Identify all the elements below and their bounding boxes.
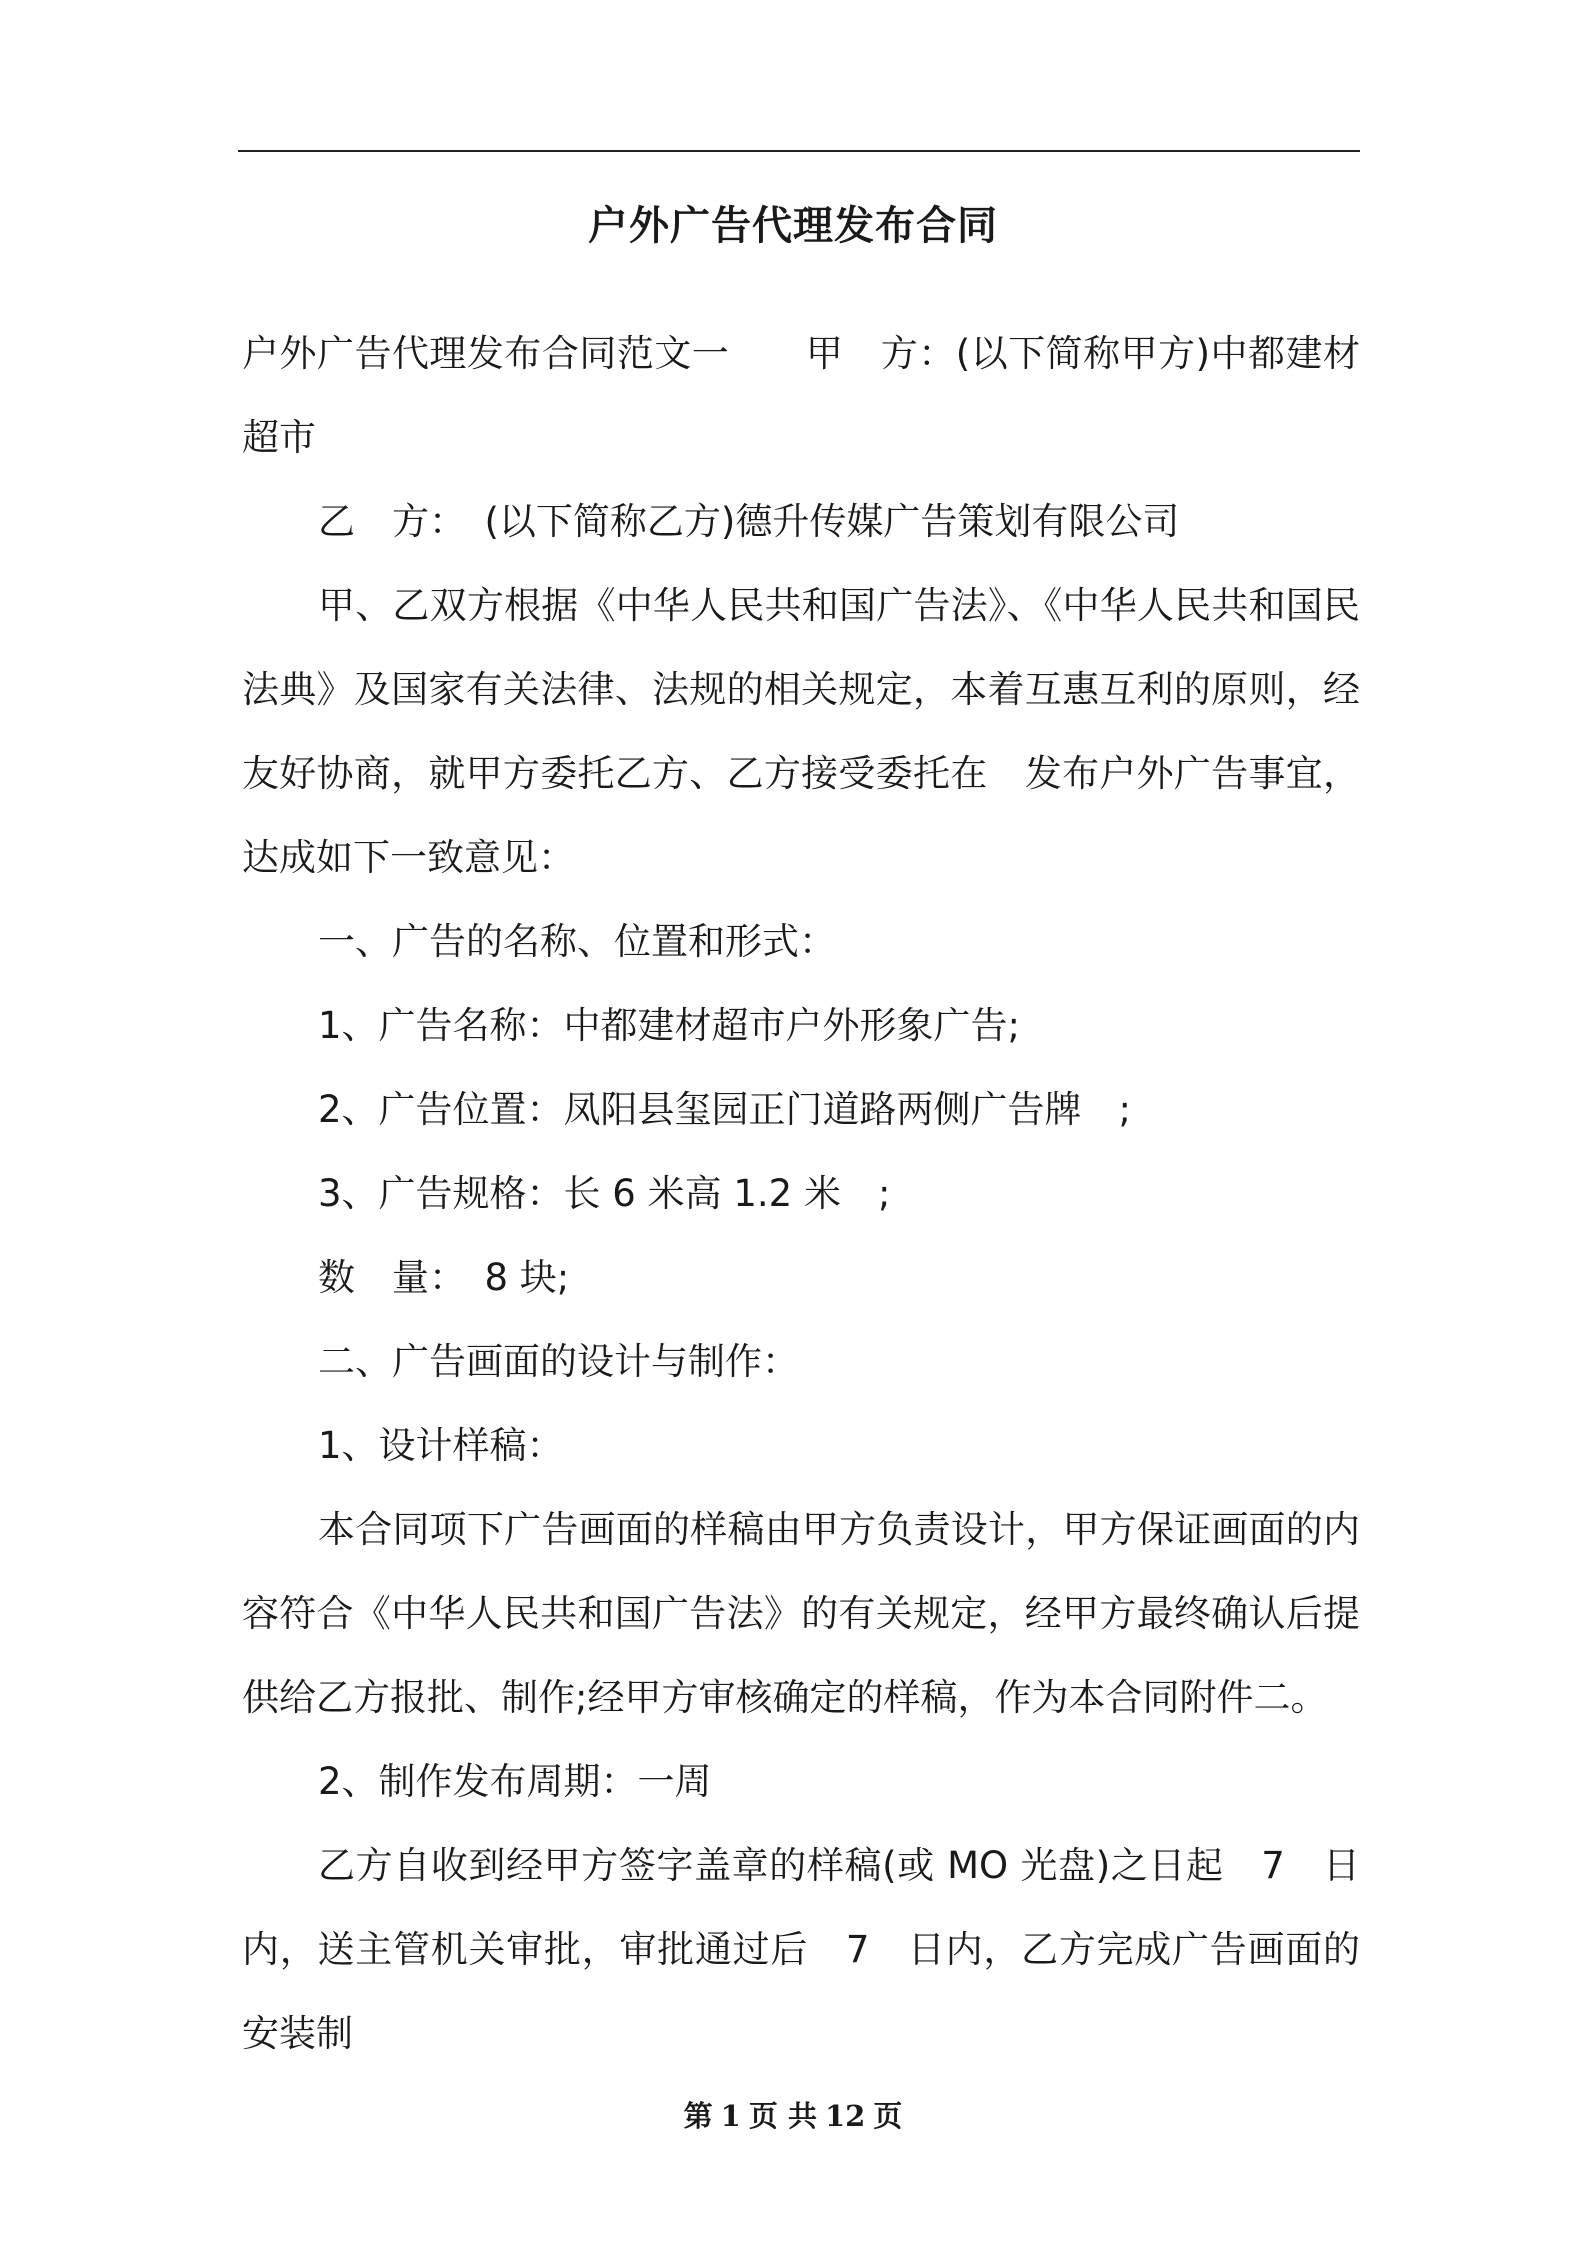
section-heading: 二、广告画面的设计与制作： xyxy=(318,1340,799,1383)
document-body xyxy=(242,312,1360,2076)
footer-mid: 页 共 xyxy=(748,2099,817,2133)
page-footer xyxy=(0,2096,1586,2136)
section-heading: 一、广告的名称、位置和形式： xyxy=(318,920,836,963)
footer-page-number: 1 xyxy=(720,2099,741,2133)
paragraph: 甲、乙双方根据《中华人民共和国广告法》、《中华人民共和国民法典》及国家有关法律、法规的相关规定，本着互惠互利的原则，经友好协商，就甲方委托乙方、乙方接受委托在 发布户外广告事宜，达成如下一致意见： xyxy=(242,584,1360,879)
list-item: 2、广告位置：凤阳县玺园正门道路两侧广告牌 ; xyxy=(318,1088,1132,1131)
paragraph: 本合同项下广告画面的样稿由甲方负责设计，甲方保证画面的内容符合《中华人民共和国广告法》的有关规定，经甲方最终确认后提供给乙方报批、制作;经甲方审核确定的样稿，作为本合同附件二。 xyxy=(242,1508,1360,1719)
party-a: 甲 方：(以下简称甲方)中都建材超市 xyxy=(242,332,1361,459)
list-item: 3、广告规格：长 6 米高 1.2 米 ; xyxy=(318,1172,891,1215)
intro-heading: 户外广告代理发布合同范文一 xyxy=(242,332,730,375)
subsection-heading: 1、设计样稿： xyxy=(318,1424,564,1467)
header-rule xyxy=(238,150,1360,152)
subsection-heading: 2、制作发布周期：一周 xyxy=(318,1760,712,1803)
party-b: 乙 方： (以下简称乙方)德升传媒广告策划有限公司 xyxy=(318,500,1180,543)
footer-total-pages: 12 xyxy=(824,2099,866,2133)
document-title: 户外广告代理发布合同 xyxy=(588,203,998,249)
list-item: 1、广告名称：中都建材超市户外形象广告; xyxy=(318,1004,1021,1047)
footer-suffix: 页 xyxy=(873,2099,903,2133)
intro-line xyxy=(242,312,1360,480)
footer-prefix: 第 xyxy=(683,2099,713,2133)
list-item: 数 量： 8 块; xyxy=(318,1256,570,1299)
paragraph: 乙方自收到经甲方签字盖章的样稿(或 MO 光盘)之日起 7 日内，送主管机关审批，审批通过后 7 日内，乙方完成广告画面的安装制 xyxy=(242,1844,1360,2055)
